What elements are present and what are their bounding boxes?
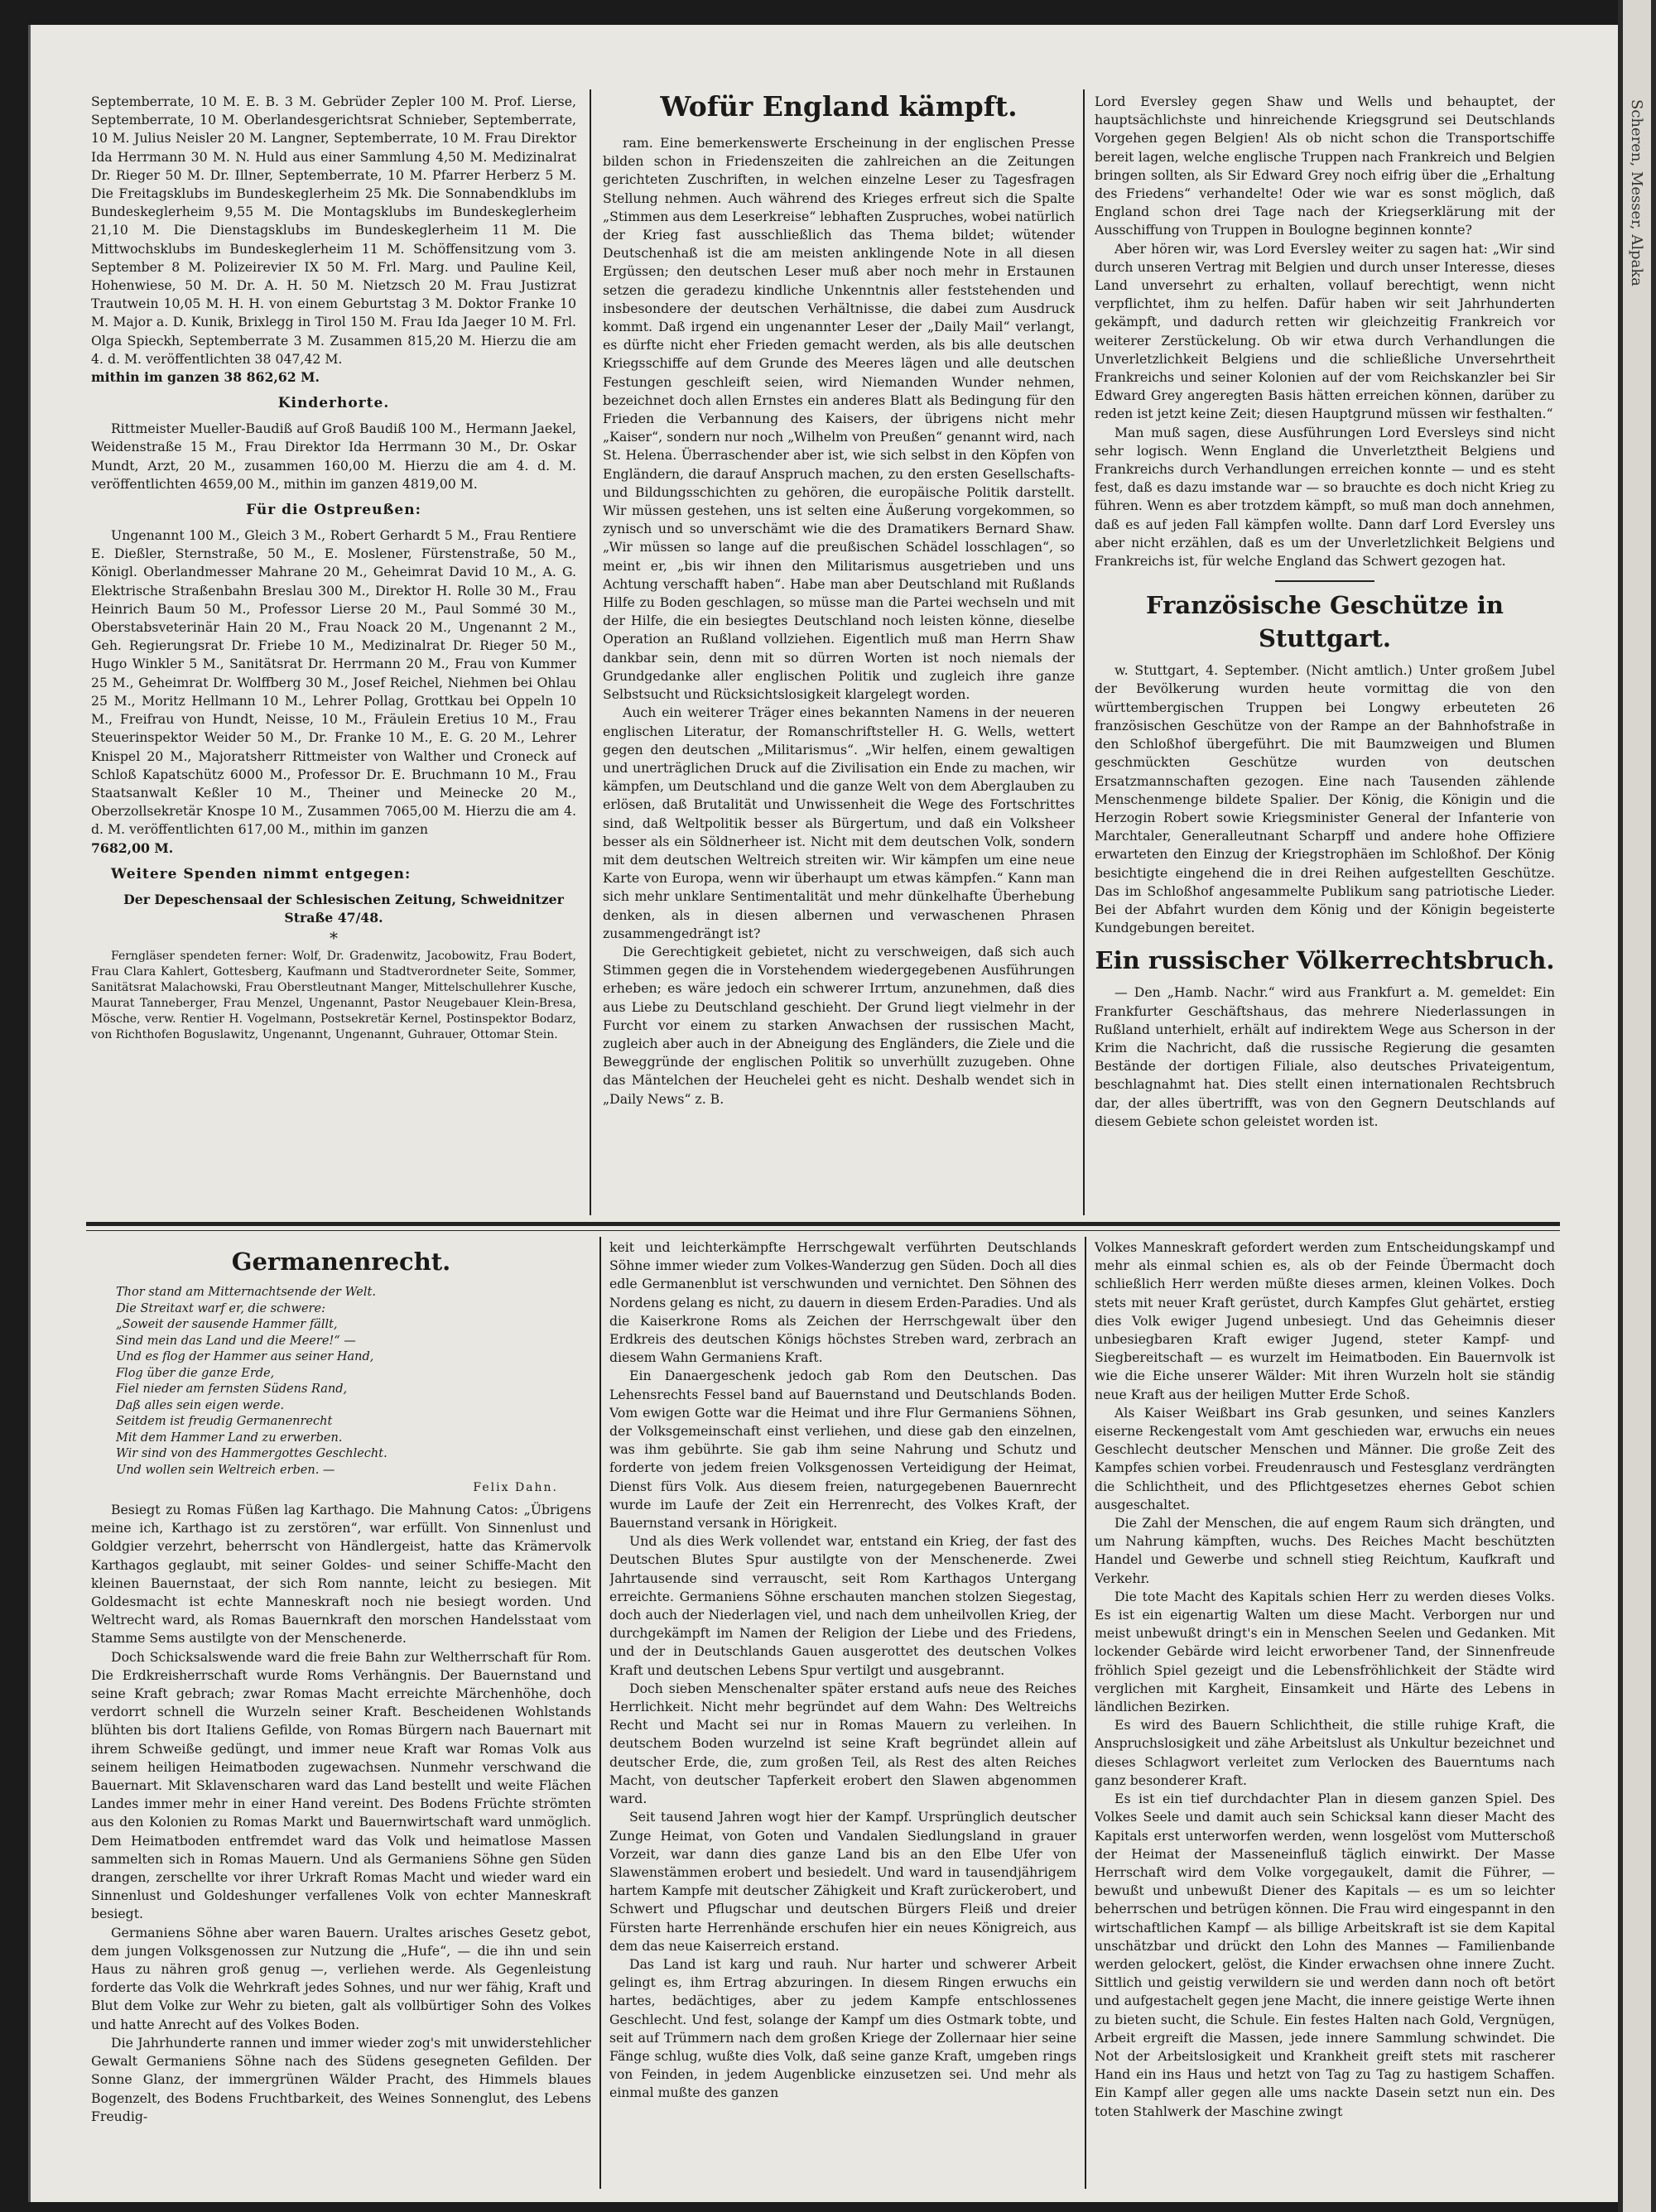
- germanenrecht-headline: Germanenrecht.: [231, 1248, 451, 1276]
- poem: [116, 1285, 591, 1479]
- page-divider: [86, 1222, 1560, 1226]
- germanenrecht-paragraph: Germaniens Söhne aber waren Bauern. Uraltes arisches Gesetz gebot, dem jungen Volksgenossen zur Nutzung die „Hufe“, — die ihn und sein Haus zu nähren groß genug —, verliehen werde. Als Gegenleistung forderte das Volk die Wehrkraft jedes Sohnes, und nur wer fähig, Kraft und Blut dem Volke zur Wehr zu bieten, galt als vollbürtiger Sohn des Volkes und hatte Anrecht auf des Volkes Boden.: [91, 1924, 591, 2032]
- poem-line: Wir sind von des Hammergottes Geschlecht.: [116, 1447, 388, 1460]
- germanenrecht-paragraph: Die Zahl der Menschen, die auf engem Raum sich drängten, und um Nahrung kämpften, wuchs. Des Reiches Macht beschützten Handel und Gewerbe und schnell stieg Reichtum, Kaufkraft und Verkehr.: [1095, 1515, 1555, 1586]
- stuttgart-headline: Französische Geschütze in Stuttgart.: [1146, 591, 1504, 653]
- germanenrecht-column-3: [1095, 1238, 1555, 2190]
- england-headline: Wofür England kämpft.: [660, 90, 1018, 123]
- news-column: [1095, 93, 1555, 1212]
- separator-star: *: [330, 928, 338, 949]
- voelkerrecht-text: — Den „Hamb. Nachr.“ wird aus Frankfurt a. M. gemeldet: Ein Frankfurter Geschäftshaus, das mehrere Niederlassungen in Rußland unterhielt, erhält auf indirektem Wege aus Scherson in der Krim die Nachricht, daß die russische Regierung die gesamten Bestände der dortigen Filiale, also deutsches Privateigentum, beschlagnahmt hat. Dies stellt einen internationalen Rechtsbruch dar, der alles übertrifft, was von den Gegnern Deutschlands auf diesem Gebiete schon geleistet worden ist.: [1095, 984, 1555, 1129]
- poem-line: Mit dem Hammer Land zu erwerben.: [116, 1431, 343, 1445]
- germanenrecht-paragraph: Seit tausend Jahren wogt hier der Kampf. Ursprünglich deutscher Zunge Heimat, von Goten und Vandalen Siedlungsland in grauer Vorzeit, war dann dies ganze Land bis an den Elbe Ufer von Slawenstämmen erobert und besiedelt. Und ward in tausendjährigem hartem Kampfe mit deutscher Zähigkeit und Kraft zurückerobert, und Schwert und Pflugschar und deutschen Bürgers Fleiß und dreier Fürsten harte Herrenhände erschufen hier ein neues Königreich, aus dem das neue Kaiserreich erstand.: [609, 1809, 1076, 1954]
- england-article-column: [603, 83, 1075, 1212]
- poem-author: Felix Dahn.: [473, 1481, 558, 1494]
- germanenrecht-paragraph: Volkes Manneskraft gefordert werden zum Entscheidungskampf und mehr als einmal schien es, als ob der Feinde Übermacht doch schließlich Herr werden müßte dieses armen, kleinen Volkes. Doch stets mit neuer Kraft gerüstet, durch Kampfes Glut gehärtet, erstieg dies Volk ewiger Jugend unbesiegt. Und das Geheimnis dieser unbesiegbaren Kraft ewiger Jugend, steter Kampf- und Siegbereitschaft — es wurzelt im Heimatboden. Ein Bauernvolk ist wie die Eiche unserer Wälder: Mit ihren Wurzeln holt sie ständig neue Kraft aus der heiligen Mutter Erde Schoß.: [1095, 1239, 1555, 1402]
- fernglaeser-text: Ferngläser spendeten ferner: Wolf, Dr. Gradenwitz, Jacobowitz, Frau Bodert, Frau Clara Kahlert, Gottesberg, Kaufmann und Stadtverordneter Seite, Sommer, Sanitätsrat Malachowski, Frau Oberstleutnant Manger, Mittelschullehrer Kusche, Maurat Tanneberger, Frau Menzel, Ungenannt, Pastor Neugebauer Klein-Bresa, Mösche, verw. Rentier H. Vogelmann, Postsekretär Kernel, Postinspektor Bodarz, von Richthofen Boguslawitz, Ungenannt, Ungenannt, Guhrauer, Ottomar Stein.: [91, 950, 576, 1042]
- germanenrecht-paragraph: Es wird des Bauern Schlichtheit, die stille ruhige Kraft, die Anspruchslosigkeit und zähe Arbeitslust als Unkultur bezeichnet und dieses Schlagwort verleitet zum Verlocken des Bauerntums nach ganz besonderer Kraft.: [1095, 1717, 1555, 1788]
- poem-line: Daß alles sein eigen werde.: [116, 1398, 285, 1412]
- england-paragraph: Die Gerechtigkeit gebietet, nicht zu verschweigen, daß sich auch Stimmen gegen die in Vorstehendem wiedergegebenen Ausführungen erheben; es wäre jedoch ein schwerer Irrtum, anzunehmen, daß dies aus Liebe zu Deutschland geschieht. Der Grund liegt vielmehr in der Furcht vor einem zu starken Anwachsen der russischen Macht, zugleich aber auch in der Abneigung des Engländers, die Ziele und die Beweggründe der englischen Politik so unverhüllt zuzugeben. Ohne das Mäntelchen der Heuchelei geht es nicht. Deshalb wendet sich in „Daily News“ z. B.: [603, 943, 1075, 1107]
- poem-line: „Soweit der sausende Hammer fällt,: [116, 1318, 338, 1331]
- voelkerrecht-headline: Ein russischer Völkerrechtsbruch.: [1095, 946, 1555, 975]
- ostpreussen-text: Ungenannt 100 M., Gleich 3 M., Robert Gerhardt 5 M., Frau Rentiere E. Dießler, Sternstraße, 50 M., E. Moslener, Fürstenstraße, 50 M., Königl. Oberlandmesser Mahrane 20 M., Geheimrat David 10 M., A. G. Elektrische Straßenbahn Breslau 300 M., Direktor H. Rolle 30 M., Frau Heinrich Baum 50 M., Professor Lierse 20 M., Paul Sommé 30 M., Oberstabsveterinär Hain 20 M., Frau Noack 20 M., Ungenannt 2 M., Geh. Regierungsrat Dr. Friebe 10 M., Medizinalrat Dr. Rieger 50 M., Hugo Winkler 5 M., Sanitätsrat Dr. Herrmann 20 M., Frau von Kummer 25 M., Geheimrat Dr. Wolffberg 30 M., Josef Reichel, Niehmen bei Ohlau 25 M., Moritz Hellmann 10 M., Lehrer Pollag, Grottkau bei Oppeln 10 M., Freifrau von Hundt, Neisse, 10 M., Fräulein Eretius 10 M., Frau Steuerinspektor Weider 50 M., Dr. Franke 10 M., E. G. 20 M., Lehrer Knispel 20 M., Majoratsherr Rittmeister von Walther und Croneck auf Schloß Kapatschütz 6000 M., Professor Dr. E. Bruchmann 10 M., Frau Staatsanwalt Keßler 10 M., Theiner und Meinecke 20 M., Oberzollsekretär Knospe 10 M., Zusammen 7065,00 M. Hierzu die am 4. d. M. veröffentlichten 617,00 M., mithin im ganzen: [91, 527, 576, 838]
- germanenrecht-paragraph: Und als dies Werk vollendet war, entstand ein Krieg, der fast des Deutschen Blutes Spur austilgte von der Menschenerde. Zwei Jahrtausende sind verrauscht, seit Rom Karthagos Untergang erreichte. Germaniens Söhne erschauten manchen stolzen Siegestag, doch auch der Niederlagen viel, und nach dem unheilvollen Krieg, der durchgekämpft im Namen der Religion der Liebe und des Friedens, und der in Deutschlands Gauen ausgerottet des deutschen Volkes Kraft und deutschen Lebens Spur vertilgt und ausgebrannt.: [609, 1533, 1076, 1678]
- donations-intro: Septemberrate, 10 M. E. B. 3 M. Gebrüder Zepler 100 M. Prof. Lierse, Septemberrate, 10 M. Oberlandesgerichtsrat Schnieber, Septemberrate, 10 M. Julius Neisler 20 M. Langner, Septemberrate, 10 M. Frau Direktor Ida Herrmann 30 M. N. Huld aus einer Sammlung 4,50 M. Medizinalrat Dr. Rieger 50 M. Dr. Illner, Septemberrate, 10 M. Pfarrer Herberz 5 M. Die Freitagsklubs im Bundeskeglerheim 25 Mk. Die Sonnabendklubs im Bundeskeglerheim 9,55 M. Die Montagsklubs im Bundeskeglerheim 21,10 M. Die Dienstagsklubs im Bundeskeglerheim 11 M. Die Mittwochsklubs im Bundeskeglerheim 11 M. Schöffensitzung vom 3. September 8 M. Polizeirevier IX 50 M. Frl. Marg. und Pauline Keil, Hohenwiese, 50 M. Dr. A. H. 50 M. Nietzsch 20 M. Frau Justizrat Trautwein 10,05 M. H. H. von einem Geburtstag 3 M. Doktor Franke 10 M. Major a. D. Kunik, Brixlegg in Tirol 150 M. Frau Ida Jaeger 10 M. Frl. Olga Spieckh, Septemberrate 3 M. Zusammen 815,20 M. Hierzu die am 4. d. M. veröffentlichten 38 047,42 M.: [91, 94, 576, 367]
- poem-line: Seitdem ist freudig Germanenrecht: [116, 1415, 333, 1428]
- page-divider-thin: [86, 1230, 1560, 1231]
- poem-line: Und es flog der Hammer aus seiner Hand,: [116, 1350, 374, 1363]
- germanenrecht-paragraph: Das Land ist karg und rauh. Nur harter und schwerer Arbeit gelingt es, ihm Ertrag abzuringen. In diesem Ringen erwuchs ein hartes, bedächtiges, aber zu jedem Kampfe entschlossenes Geschlecht. Und fest, solange der Kampf um dies Ostmark tobte, und seit auf Trümmern nach dem großen Kriege der Zollernaar hier seine Fänge schlug, wußte dies Volk, daß seine ganze Kraft, umgeben rings von Feinden, in jedem Augenblicke einzusetzen sei. Und mehr als einmal mußte des ganzen: [609, 1955, 1076, 2101]
- kinderhorte-text: Rittmeister Mueller-Baudiß auf Groß Baudiß 100 M., Hermann Jaekel, Weidenstraße 15 M., Frau Direktor Ida Herrmann 30 M., Dr. Oskar Mundt, Arzt, 20 M., zusammen 160,00 M. Hierzu die am 4. d. M. veröffentlichten 4659,00 M., mithin im ganzen 4819,00 M.: [91, 421, 576, 492]
- edge-text: Scheren, Messer, Alpaka: [1628, 99, 1645, 286]
- england-continued: Man muß sagen, diese Ausführungen Lord Eversleys sind nicht sehr logisch. Wenn England die Unverletztheit Belgiens und Frankreichs durch Verhandlungen erreichen konnte — und es steht fest, daß es dazu imstande war — so brauchte es doch nicht Krieg zu führen. Wenn es aber trotzdem kämpft, so muß man doch annehmen, daß es auf jeden Fall kämpfen wollte. Dann darf Lord Eversley uns aber nicht erzählen, daß es um der Unverletzlichkeit Belgiens und Frankreichs ist, für welche England das Schwert gezogen hat.: [1095, 424, 1555, 570]
- ostpreussen-heading: Für die Ostpreußen:: [246, 502, 421, 519]
- column-rule: [590, 89, 591, 1215]
- germanenrecht-paragraph: Die tote Macht des Kapitals schien Herr zu werden dieses Volks. Es ist ein eigenartig Walten um diese Macht. Verborgen nur und meist unbewußt dringt's ein in Menschen Seelen und Gedanken. Mit lockender Gebärde wird leicht erworbener Tand, der Sinnenfreude fröhlich Spiel gezeigt und die Lebensfröhlichkeit der Städte wird verglichen mit Kargheit, Einsamkeit und Härte des Lebens in ländlichen Bezirken.: [1095, 1588, 1555, 1715]
- weitere-spenden-text: Der Depeschensaal der Schlesischen Zeitung, Schweidnitzer Straße 47/48.: [123, 891, 564, 926]
- england-paragraph: ram. Eine bemerkenswerte Erscheinung in der englischen Presse bilden schon in Friedenszeiten die zahlreichen an die Zeitungen gerichteten Zuschriften, in welchen einzelne Leser zu Tagesfragen Stellung nehmen. Auch während des Krieges erfreut sich die Spalte „Stimmen aus dem Leserkreise“ lebhaften Zuspruches, wobei natürlich der Krieg fast ausschließlich das Thema bildet; wütender Deutschenhaß ist die am meisten anklingende Note in all diesen Ergüssen; den deutschen Leser muß aber noch mehr in Erstaunen setzen die geradezu kindliche Unkenntnis aller feststehenden und insbesondere der deutschen Verhältnisse, die dabei zum Ausdruck kommt. Daß irgend ein ungenannter Leser der „Daily Mail“ verlangt, es dürfte nicht eher Frieden gemacht werden, als bis alle deutschen Kriegsschiffe auf dem Grunde des Meeres lägen und alle deutschen Festungen geschleift seien, wird Niemanden Wunder nehmen, bezeichnet doch allen Ernstes ein anderes Blatt als Bedingung für den Frieden die Verbannung des Kaisers, der übrigens nicht mehr „Kaiser“, sondern nur noch „Wilhelm von Preußen“ genannt wird, nach St. Helena. Überraschender aber ist, wie sich selbst in den Köpfen von Engländern, die darauf Anspruch machen, zu den ersten Gesellschafts- und Bildungsschichten zu gehören, die europäische Politik darstellt. Wir müssen gestehen, uns ist selten eine Äußerung vorgekommen, so zynisch und so unverschämt wie die des Dramatikers Bernard Shaw. „Wir müssen so lange auf die preußischen Schädel losschlagen“, so meint er, „bis wir ihnen den Militarismus ausgetrieben und uns Achtung verschafft haben“. Habe man aber Deutschland mit Rußlands Hilfe zu Boden geschlagen, so müsse man die Partei wechseln und mit der Hilfe, die ein besiegtes Deutschland noch leisten könne, dieselbe Operation an Rußland vollziehen. Eigentlich muß man Herrn Shaw dankbar sein, denn mit so dürren Worten ist noch niemals der Grundgedanke aller englischen Politik und zugleich ihre ganze Selbstsucht und Rücksichtslosigkeit klargelegt worden.: [603, 135, 1075, 703]
- germanenrecht-paragraph: Als Kaiser Weißbart ins Grab gesunken, und seines Kanzlers eiserne Reckengestalt vom Amt geschieden war, erwuchs ein neues Geschlecht deutscher Menschen und Männer. Die große Zeit des Kampfes schien vorbei. Freudenrausch und Festesglanz verdrängten die Schlichtheit, und des Pflichtgesetzes ehernes Gebot schien ausgeschaltet.: [1095, 1404, 1555, 1512]
- donations-total: mithin im ganzen 38 862,62 M.: [91, 369, 320, 386]
- germanenrecht-paragraph: Doch sieben Menschenalter später erstand aufs neue des Reiches Herrlichkeit. Nicht mehr begründet auf dem Wahn: Des Weltreichs Recht und Macht sei nur in Romas Mauern zu verleihen. In deutschem Boden wurzelnd ist seine Kraft begründet allein auf deutscher Erde, die, zum großen Teil, als Rest des alten Reiches Macht, von deutscher Tapferkeit erobert den Slawen abgenommen ward.: [609, 1680, 1076, 1807]
- weitere-spenden-heading: Weitere Spenden nimmt entgegen:: [111, 865, 412, 882]
- england-paragraph: Auch ein weiterer Träger eines bekannten Namens in der neueren englischen Literatur, der Romanschriftsteller H. G. Wells, wettert gegen den deutschen „Militarismus“. „Wir helfen, einem gewaltigen und unerträglichen Druck auf die Zivilisation ein Ende zu machen, wir kämpfen, um Deutschland und die ganze Welt von dem Aberglauben zu erlösen, daß Brutalität und Unwissenheit die Wege des Fortschrittes sind, daß Weltpolitik besser als Bürgertum, und daß ein Volksheer besser als ein Söldnerheer ist. Nicht mit dem deutschen Volk, sondern mit dem deutschen Weltreich streiten wir. Wir kämpfen um eine neue Karte von Europa, wenn wir überhaupt um etwas kämpfen.“ Kann man sich mehr unklare Sentimentalität und mehr dünkelhafte Überhebung denken, als in diesen albernen und verwaschenen Phrasen zusammengedrängt ist?: [603, 704, 1075, 941]
- germanenrecht-paragraph: Ein Danaergeschenk jedoch gab Rom den Deutschen. Das Lehensrechts Fessel band auf Bauernstand und Deutschlands Boden. Vom ewigen Gotte war die Heimat und ihre Flur Germaniens Söhnen, der Volksgemeinschaft einst verliehen, und diese gab den einzelnen, was ihm gebührte. Sie gab ihm seine Nahrung und Schutz und forderte von jedem freien Volksgenossen Verteidigung der Heimat, Dienst fürs Volk. Aus diesem freien, naturgegebenen Bauernrecht wurde im Laufe der Zeit ein Herrenrecht, des Volkes Kraft, der Bauernstand versank in Hörigkeit.: [609, 1368, 1076, 1532]
- germanenrecht-paragraph: Die Jahrhunderte rannen und immer wieder zog's mit unwiderstehlicher Gewalt Germaniens Söhne nach des Südens gesegneten Gefilden. Der Sonne Glanz, der immergrünen Wälder Pracht, des Himmels blaues Bogenzelt, des Bodens Fruchtbarkeit, des Weines Sonnenglut, des Lebens Freudig-: [91, 2034, 591, 2124]
- kinderhorte-heading: Kinderhorte.: [277, 395, 390, 412]
- adjacent-page-edge: [1618, 0, 1656, 2212]
- poem-line: Flog über die ganze Erde,: [116, 1366, 275, 1380]
- poem-line: Die Streitaxt warf er, die schwere:: [116, 1301, 325, 1315]
- germanenrecht-paragraph: keit und leichterkämpfte Herrschgewalt verführten Deutschlands Söhne immer wieder zum Volkes-Wanderzug gen Süden. Doch all dies edle Germanenblut ist verschwunden und vernichtet. Den Söhnen des Nordens gelang es nicht, zu dauern in diesem Erden-Paradies. Und als die Kaiserkrone Roms als Zeichen der Herrschgewalt über den Erdkreis des deutschen Königs höchstes Streben ward, zerbrach an diesem Wahn Germaniens Kraft.: [609, 1239, 1076, 1366]
- poem-line: Fiel nieder am fernsten Südens Rand,: [116, 1382, 348, 1396]
- donations-column: [91, 93, 576, 1212]
- short-rule: [1275, 580, 1374, 582]
- germanenrecht-column-2: [609, 1238, 1076, 2190]
- poem-line: Thor stand am Mitternachtsende der Welt.: [116, 1286, 376, 1299]
- germanenrecht-paragraph: Es ist ein tief durchdachter Plan in diesem ganzen Spiel. Des Volkes Seele und damit auch sein Schicksal kann dieser Macht des Kapitals erst unterworfen werden, wenn losgelöst vom Mutterschoß der Heimat der Masseneinfluß täglich einwirkt. Der Masse Herrschaft wird dem Volke vorgegaukelt, damit die Führer, — bewußt und unbewußt Diener des Kapitals — es um so leichter beherrschen und betrügen können. Die Frau wird eingespannt in den wirtschaftlichen Kampf — als billige Arbeitskraft ist sie dem Kapital unschätzbar und drückt den Lohn des Mannes — Familienbande werden gelockert, gelöst, die Kinder erwachsen ohne innere Zucht. Sittlich und geistig verwildern sie und werden dann noch oft betört und aufgestachelt gegen jene Macht, die innere geistige Werte ihnen zu bieten sucht, die Schule. Ein festes Halten nach Gold, Vergnügen, Arbeit ergreift die Massen, jede innere Sammlung schwindet. Die Not der Arbeitslosigkeit und Krankheit greift stets mit rascherer Hand ein ins Haus und hetzt von Tag zu Tag zu hastigem Schaffen. Ein Kampf aller gegen alle ums nackte Dasein setzt nun ein. Des toten Stahlwerk der Maschine zwingt: [1095, 1791, 1555, 2119]
- poem-line: Und wollen sein Weltreich erben. —: [116, 1463, 335, 1477]
- england-continued: Aber hören wir, was Lord Eversley weiter zu sagen hat: „Wir sind durch unseren Vertrag mit Belgien und durch unser Interesse, dieses Land unversehrt zu erhalten, vollauf berechtigt, wenn nicht verpflichtet, ihm zu helfen. Dafür haben wir seit Jahrhunderten gekämpft, und dadurch retten wir gleichzeitig Frankreich vor weiterer Zerstückelung. Ob wir etwa durch Verhandlungen die Unverletzlichkeit Belgiens und die schließliche Unversehrtheit Frankreichs und seiner Kolonien auf der vom Reichskanzler bei Sir Edward Grey angeregten Basis hätten erreichen können, darüber zu reden ist jetzt keine Zeit; diesen Hauptgrund müssen wir festhalten.“: [1095, 240, 1555, 422]
- stuttgart-text: w. Stuttgart, 4. September. (Nicht amtlich.) Unter großem Jubel der Bevölkerung wurden heute vormittag die von den württembergischen Truppen bei Longwy erbeuteten 26 französischen Geschütze von der Rampe an der Bahnhofstraße in den Schloßhof übergeführt. Die mit Baumzweigen und Blumen geschmückten Geschütze wurden von deutschen Ersatzmannschaften gezogen. Eine nach Tausenden zählende Menschenmenge bildete Spalier. Der König, die Königin und die Herzogin Robert sowie Kriegsminister General der Infanterie von Marchtaler, Generalleutnant Scharpff und andere hohe Offiziere erwarteten den Einzug der Kriegstrophäen im Schloßhof. Der König besichtigte eingehend die in drei Reihen aufgestellten Geschütze. Das im Schloßhof angesammelte Publikum sang patriotische Lieder. Bei der Abfahrt wurden dem König und der Königin begeisterte Kundgebungen bereitet.: [1095, 662, 1555, 936]
- germanenrecht-paragraph: Doch Schicksalswende ward die freie Bahn zur Weltherrschaft für Rom. Die Erdkreisherrschaft wurde Roms Verhängnis. Der Bauernstand und seine Kraft gebrach; zwar Romas Macht erreichte Märchenhöhe, doch verdorrt schnell die Wurzeln seiner Kraft. Bescheidenen Wohlstands blühten bis dort Italiens Gefilde, von Romas Bürgern nach Bauernart mit ihrem Schweiße gedüngt, und immer neue Kraft war Romas Volk aus seinem heiligen Heimatboden zugewachsen. Nunmehr verschwand die Bauernart. Mit Sklavenscharen ward das Land bestellt und weite Flächen Landes immer mehr in einer Hand vereint. Des Bodens Früchte strömten aus den Kolonien zu Romas Markt und Bauernwirtschaft ward unmöglich. Dem Heimatboden entfremdet ward das Volk und heimatlose Massen sammelten sich in Romas Mauern. Und als Germaniens Söhne gen Süden drangen, zerschellte vor ihrer Urkraft Romas Macht und wieder ward ein Sinnenlust und Goldeshunger verfallenes Volk von echter Manneskraft besiegt.: [91, 1648, 591, 1922]
- germanenrecht-column-1: [91, 1238, 591, 2190]
- england-continued: Lord Eversley gegen Shaw und Wells und behauptet, der hauptsächlichste und hinreichende Kriegsgrund sei Deutschlands Vorgehen gegen Belgien! Als ob nicht schon die Transportschiffe bereit lagen, welche englische Truppen nach Frankreich und Belgien bringen sollten, als Sir Edward Grey noch eifrig über die „Erhaltung des Friedens“ verhandelte! Oder wie war es sonst möglich, daß England schon drei Tage nach der Kriegserklärung mit der Ausschiffung von Truppen in Boulogne beginnen konnte?: [1095, 94, 1555, 238]
- ostpreussen-total: 7682,00 M.: [91, 839, 174, 856]
- column-rule: [599, 1237, 601, 2189]
- column-rule: [1083, 89, 1085, 1215]
- poem-line: Sind mein das Land und die Meere!“ —: [116, 1334, 356, 1348]
- column-rule: [1085, 1237, 1086, 2189]
- germanenrecht-paragraph: Besiegt zu Romas Füßen lag Karthago. Die Mahnung Catos: „Übrigens meine ich, Karthago ist zu zerstören“, war erfüllt. Von Sinnenlust und Goldgier verzehrt, beherrscht von Händlergeist, hatte das Krämervolk Karthagos geglaubt, mit seiner Goldes- und seiner Schiffe-Macht den kleinen Bauernstaat, der sich Rom nannte, leicht zu besiegen. Mit Goldesmacht ist echte Manneskraft noch nie besiegt worden. Und Weltrecht ward, als Romas Bauernkraft den morschen Handelsstaat vom Stamme Sems austilgte von der Menschenerde.: [91, 1502, 591, 1647]
